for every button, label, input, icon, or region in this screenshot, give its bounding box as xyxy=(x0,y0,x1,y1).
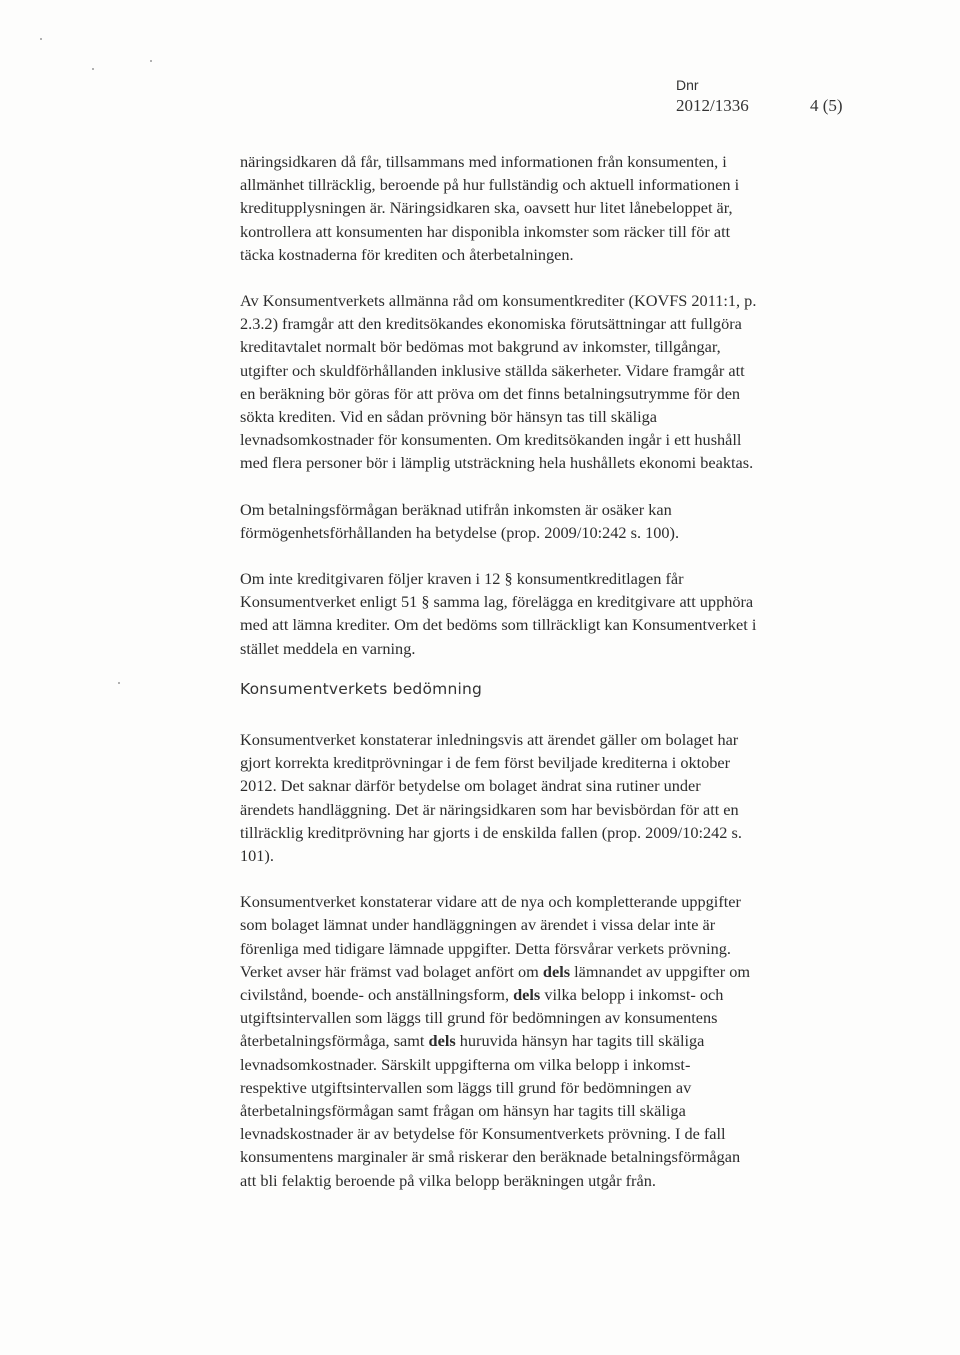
scan-speck xyxy=(92,68,94,70)
text-line: som bolaget lämnat under handläggningen av ärendet i vissa delar inte är xyxy=(240,915,716,935)
text-line: återbetalningsförmågan samt frågan om hänsyn har tagits till skäliga xyxy=(240,1101,686,1121)
paragraph xyxy=(240,890,820,1192)
text-line: Konsumentverket konstaterar vidare att de nya och kompletterande uppgifter xyxy=(240,892,741,912)
text-line: förmögenhetsförhållanden ha betydelse (prop. 2009/10:242 s. 100). xyxy=(240,522,680,542)
paragraph xyxy=(240,150,820,266)
paragraph xyxy=(240,728,820,867)
text-line: tillräcklig kreditprövning har gjorts i de enskilda fallen (prop. 2009/10:242 s. xyxy=(240,822,742,842)
text-line: näringsidkaren då får, tillsammans med informationen från konsumenten, i xyxy=(240,152,727,171)
text-line: Konsumentverket enligt 51 § samma lag, förelägga en kreditgivare att upphöra xyxy=(240,592,754,612)
text-line: ärendets handläggning. Det är näringsidkaren som har bevisbördan för att en xyxy=(240,799,739,819)
text-line: levnadsomkostnader för konsumenten. Om kreditsökanden ingår i ett hushåll xyxy=(240,430,742,450)
text-line: utgifter och skuldförhållanden inklusive ställda säkerheter. Vidare framgår att xyxy=(240,360,745,380)
text-line: Konsumentverket konstaterar inledningsvis att ärendet gäller om bolaget har xyxy=(240,730,739,749)
text-line: 2012. Det saknar därför betydelse om bolaget ändrat sina rutiner under xyxy=(240,776,701,796)
text-line: en beräkning bör göras för att pröva om det finns betalningsutrymme för den xyxy=(240,383,741,403)
text-line: 101). xyxy=(240,846,274,866)
text-line: att bli felaktig beroende på vilka belopp beräkningen utgår från. xyxy=(240,1170,656,1190)
emphasis-word: dels xyxy=(428,1031,456,1051)
text-line: med flera personer bör i lämplig utsträckning hela hushållets ekonomi beaktas. xyxy=(240,453,754,473)
text-line: utgiftsintervallen som läggs till grund för bedömningen av konsumentens xyxy=(240,1008,718,1028)
text-line: allmänhet tillräcklig, beroende på hur fullständig och aktuell informationen i xyxy=(240,175,740,195)
text-line: med att lämna krediter. Om det bedöms som tillräckligt kan Konsumentverket i xyxy=(240,615,757,635)
text-line: civilstånd, boende- och anställningsform, dels vilka belopp i inkomst- och xyxy=(240,985,724,1005)
document-header xyxy=(676,76,876,118)
text-line: kreditavtalet normalt bör bedömas mot bakgrund av inkomster, tillgångar, xyxy=(240,337,721,357)
paragraph xyxy=(240,498,820,544)
text-line: kontrollera att konsumenten har disponibla inkomster som räcker till för att xyxy=(240,221,731,241)
text-line: 2.3.2) framgår att den kreditsökandes ekonomiska förutsättningar att fullgöra xyxy=(240,314,742,334)
emphasis-word: dels xyxy=(542,961,571,981)
text-line: gjort korrekta kreditprövningar i de fem först beviljade krediterna i oktober xyxy=(240,753,731,773)
text-line: stället meddela en varning. xyxy=(240,638,416,658)
text-line: återbetalningsförmåga, samt dels huruvida hänsyn har tagits till skäliga xyxy=(240,1031,705,1051)
text-line: Om betalningsförmågan beräknad utifrån inkomsten är osäker kan xyxy=(240,499,672,519)
paragraph xyxy=(240,567,820,660)
dnr-label: Dnr xyxy=(676,77,699,93)
scan-speck xyxy=(118,682,120,684)
body-text-bottom xyxy=(240,728,820,1215)
text-line: Om inte kreditgivaren följer kraven i 12 § konsumentkreditlagen får xyxy=(240,569,684,589)
section-heading: Konsumentverkets bedömning xyxy=(240,680,483,698)
page-number: 4 (5) xyxy=(810,96,843,115)
paragraph xyxy=(240,289,820,475)
scan-speck xyxy=(40,38,42,40)
text-line: Av Konsumentverkets allmänna råd om konsumentkrediter (KOVFS 2011:1, p. xyxy=(240,291,757,311)
text-line: konsumentens marginaler är små riskerar den beräknade betalningsförmågan xyxy=(240,1147,741,1167)
text-line: täcka kostnaderna för krediten och återbetalningen. xyxy=(240,244,574,264)
text-line: kreditupplysningen är. Näringsidkaren ska, oavsett hur litet lånebeloppet är, xyxy=(240,198,733,218)
case-number: 2012/1336 xyxy=(676,96,749,115)
text-line: förenliga med tidigare lämnade uppgifter. Detta försvårar verkets prövning. xyxy=(240,938,731,958)
emphasis-word: dels xyxy=(513,985,541,1005)
text-line: sökta krediten. Vid en sådan prövning bör hänsyn tas till skäliga xyxy=(240,407,657,427)
body-text-top xyxy=(240,150,820,683)
text-line: respektive utgiftsintervallen som läggs till grund för bedömningen av xyxy=(240,1077,692,1097)
text-line: Verket avser här främst vad bolaget anfört om dels lämnandet av uppgifter om xyxy=(240,961,751,981)
text-line: levnadskostnader är av betydelse för Konsumentverkets prövning. I de fall xyxy=(240,1124,726,1144)
text-line: levnadsomkostnader. Särskilt uppgifterna om vilka belopp i inkomst- xyxy=(240,1054,691,1074)
scan-speck xyxy=(150,60,152,62)
